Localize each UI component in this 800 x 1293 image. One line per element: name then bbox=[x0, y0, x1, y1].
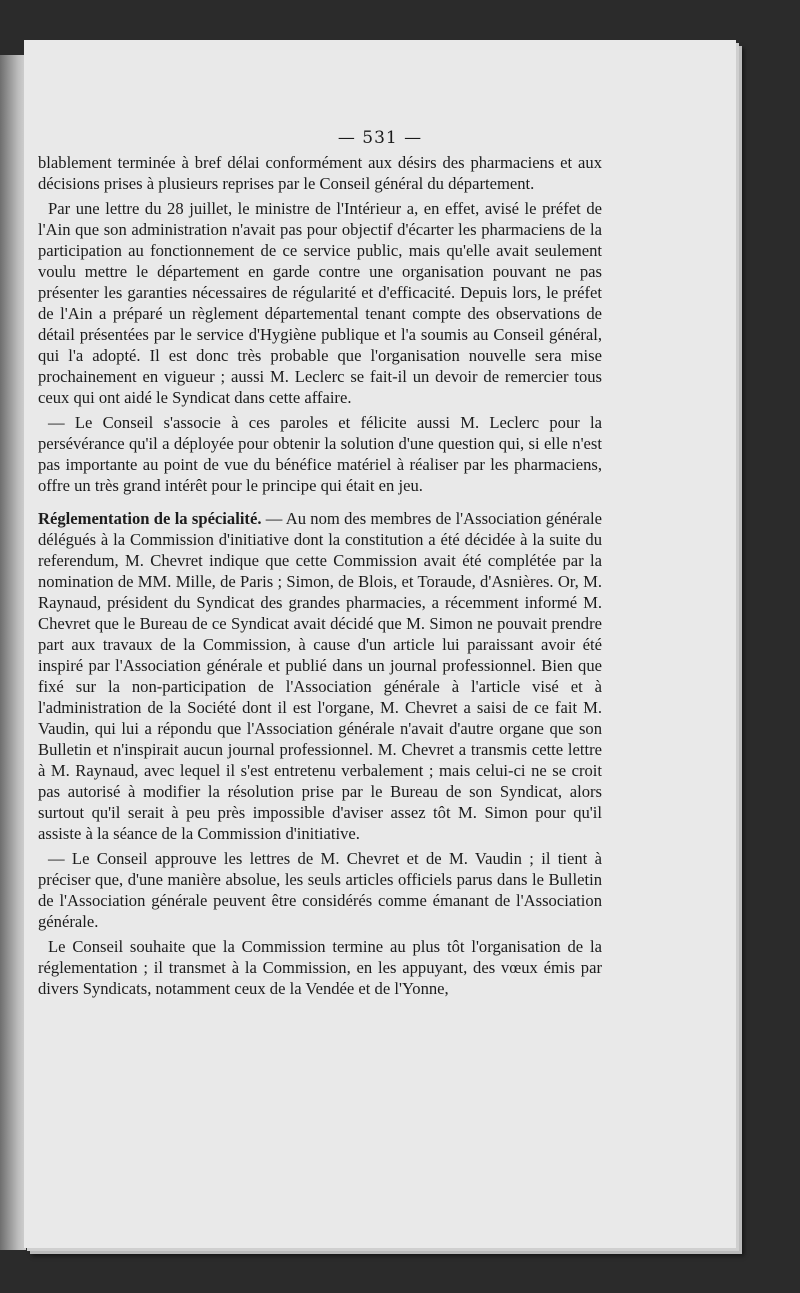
paragraph-3: — Le Conseil s'associe à ces paroles et félicite aussi M. Leclerc pour la persévérance qu'il a déployée pour obtenir la solution d'une question qui, si elle n'est pas importante au point de vue du bénéfice matériel à réaliser par les pharmaciens, offre un très grand intérêt pour le principe qui était en jeu. bbox=[38, 413, 602, 495]
section-heading: Réglementation de la spécialité. bbox=[38, 509, 262, 528]
page-number: — 531 — bbox=[337, 128, 423, 148]
paragraph-4 bbox=[38, 508, 602, 844]
paragraph-5: — Le Conseil approuve les lettres de M. Chevret et de M. Vaudin ; il tient à préciser que, d'une manière absolue, les seuls articles officiels parus dans le Bulletin de l'Association générale peuvent être considérés comme émanant de l'Association générale. bbox=[38, 849, 602, 931]
document-page bbox=[24, 40, 736, 1248]
paragraph-1: blablement terminée à bref délai conformément aux désirs des pharmaciens et aux décisions prises à plusieurs reprises par le Conseil général du département. bbox=[38, 153, 602, 193]
paragraph-4-text: — Au nom des membres de l'Association générale délégués à la Commission d'initiative dont la constitution a été décidée à la suite du referendum, M. Chevret indique que cette Commission avait été complétée par la nomination de MM. Mille, de Paris ; Simon, de Blois, et Toraude, d'Asnières. Or, M. Raynaud, président du Syndicat des grandes pharmacies, a récemment informé M. Chevret que le Bureau de ce Syndicat avait décidé que M. Simon ne pouvait prendre part aux travaux de la Commission, à cause d'un article lui paraissant avoir été inspiré par l'Association générale et publié dans un journal professionnel. Bien que fixé sur la non-participation de l'Association générale à l'article visé et à l'administration de la Société dont il est l'organe, M. Chevret a saisi de ce fait M. Vaudin, qui lui a répondu que l'Association générale n'avait d'autre organe que son Bulletin et n'inspirait aucun journal professionnel. M. Chevret a transmis cette lettre à M. Raynaud, avec lequel il s'est entretenu verbalement ; mais celui-ci ne se croit pas autorisé à modifier la résolution prise par le Bureau de son Syndicat, alors surtout qu'il serait à peu près impossible d'aviser assez tôt M. Simon pour qu'il assiste à la séance de la Commission d'initiative. bbox=[38, 509, 602, 843]
paragraph-2: Par une lettre du 28 juillet, le ministre de l'Intérieur a, en effet, avisé le préfet de l'Ain que son administration n'avait pas pour objectif d'écarter les pharmaciens de la participation au fonctionnement de ce service public, mais qu'elle avait seulement voulu mettre le département en garde contre une organisation pouvant ne pas présenter les garanties nécessaires de régularité et d'efficacité. Depuis lors, le préfet de l'Ain a préparé un règlement départemental tenant compte des observations de détail présentées par le service d'Hygiène publique et l'a soumis au Conseil général, qui l'a adopté. Il est donc très probable que l'organisation nouvelle sera mise prochainement en vigueur ; aussi M. Leclerc se fait-il un devoir de remercier tous ceux qui ont aidé le Syndicat dans cette affaire. bbox=[38, 199, 602, 407]
body-text bbox=[38, 152, 602, 1003]
paragraph-6: Le Conseil souhaite que la Commission termine au plus tôt l'organisation de la réglementation ; il transmet à la Commission, en les appuyant, des vœux émis par divers Syndicats, notamment ceux de la Vendée et de l'Yonne, bbox=[38, 937, 602, 998]
left-page-edge bbox=[0, 55, 26, 1250]
